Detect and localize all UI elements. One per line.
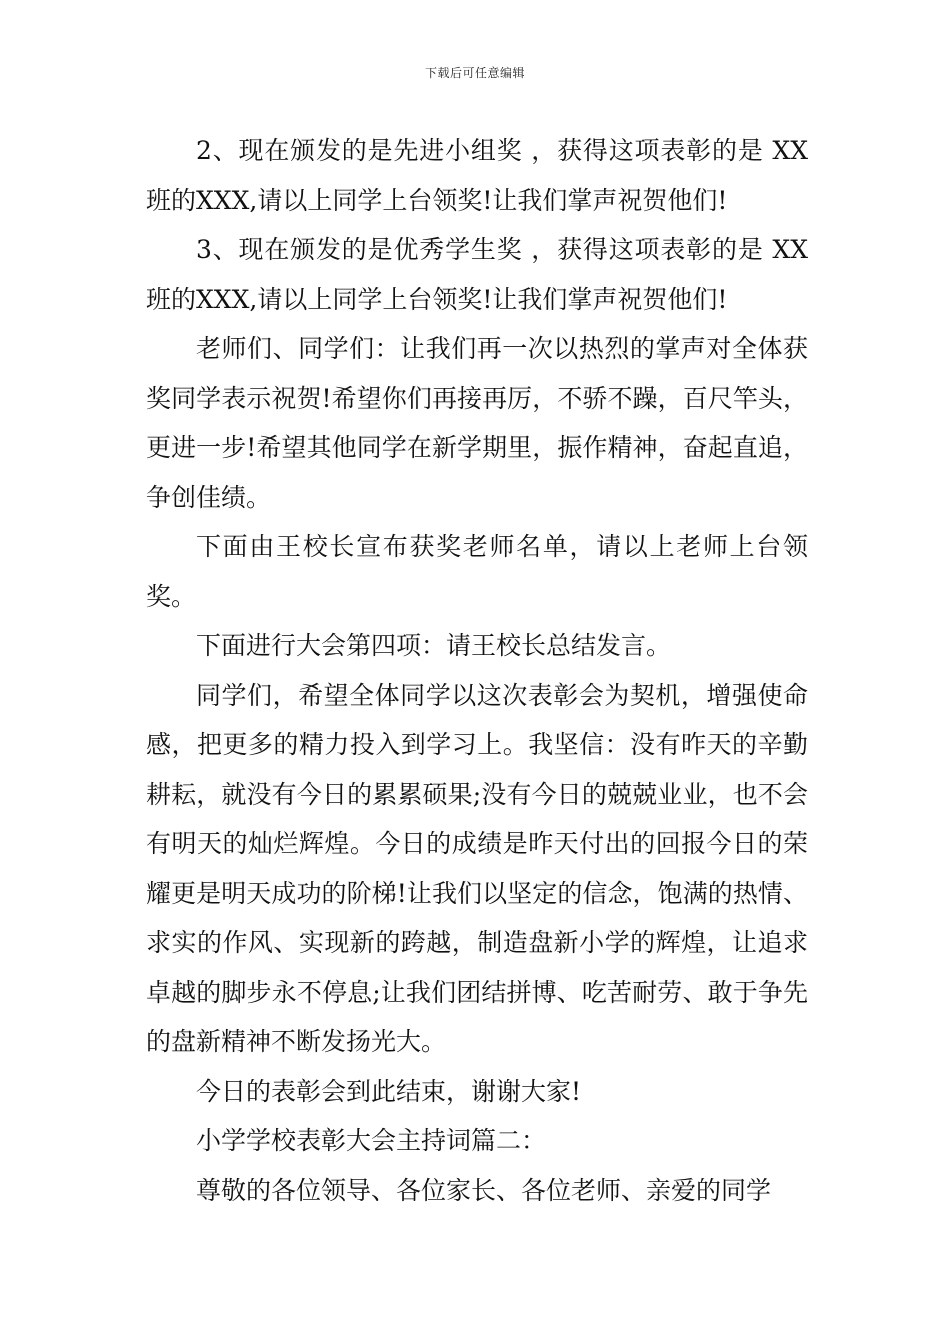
- paragraph: 同学们，希望全体同学以这次表彰会为契机，增强使命感，把更多的精力投入到学习上。我坚信：没有昨天的辛勤耕耘，就没有今日的累累硕果;没有今日的兢兢业业，也不会有明天的灿烂辉煌。今日的成绩是昨天付出的回报今日的荣耀更是明天成功的阶梯!让我们以坚定的信念，饱满的热情、求实的作风、实现新的跨越，制造盘新小学的辉煌，让追求卓越的脚步永不停息;让我们团结拼博、吃苦耐劳、敢于争先的盘新精神不断发扬光大。: [146, 680, 808, 1056]
- paragraph: 今日的表彰会到此结束，谢谢大家!: [196, 1076, 582, 1106]
- paragraph: 下面由王校长宣布获奖老师名单，请以上老师上台领奖。: [146, 532, 808, 611]
- paragraph: 尊敬的各位领导、各位家长、各位老师、亲爱的同学: [196, 1175, 772, 1205]
- document-body: [146, 126, 808, 1215]
- paragraph: 2、现在颁发的是先进小组奖 ，获得这项表彰的是 XX班的XXX,请以上同学上台领奖!让我们掌声祝贺他们!: [146, 136, 808, 215]
- paragraph: 3、现在颁发的是优秀学生奖 ，获得这项表彰的是 XX班的XXX,请以上同学上台领奖!让我们掌声祝贺他们!: [146, 235, 808, 314]
- section-heading: 小学学校表彰大会主持词篇二：: [196, 1126, 547, 1155]
- paragraph: 下面进行大会第四项：请王校长总结发言。: [196, 631, 672, 660]
- paragraph: 老师们、同学们：让我们再一次以热烈的掌声对全体获奖同学表示祝贺!希望你们再接再厉，不骄不躁，百尺竿头，更进一步!希望其他同学在新学期里，振作精神，奋起直追，争创佳绩。: [146, 334, 808, 512]
- page-header: 下载后可任意编辑: [424, 66, 525, 80]
